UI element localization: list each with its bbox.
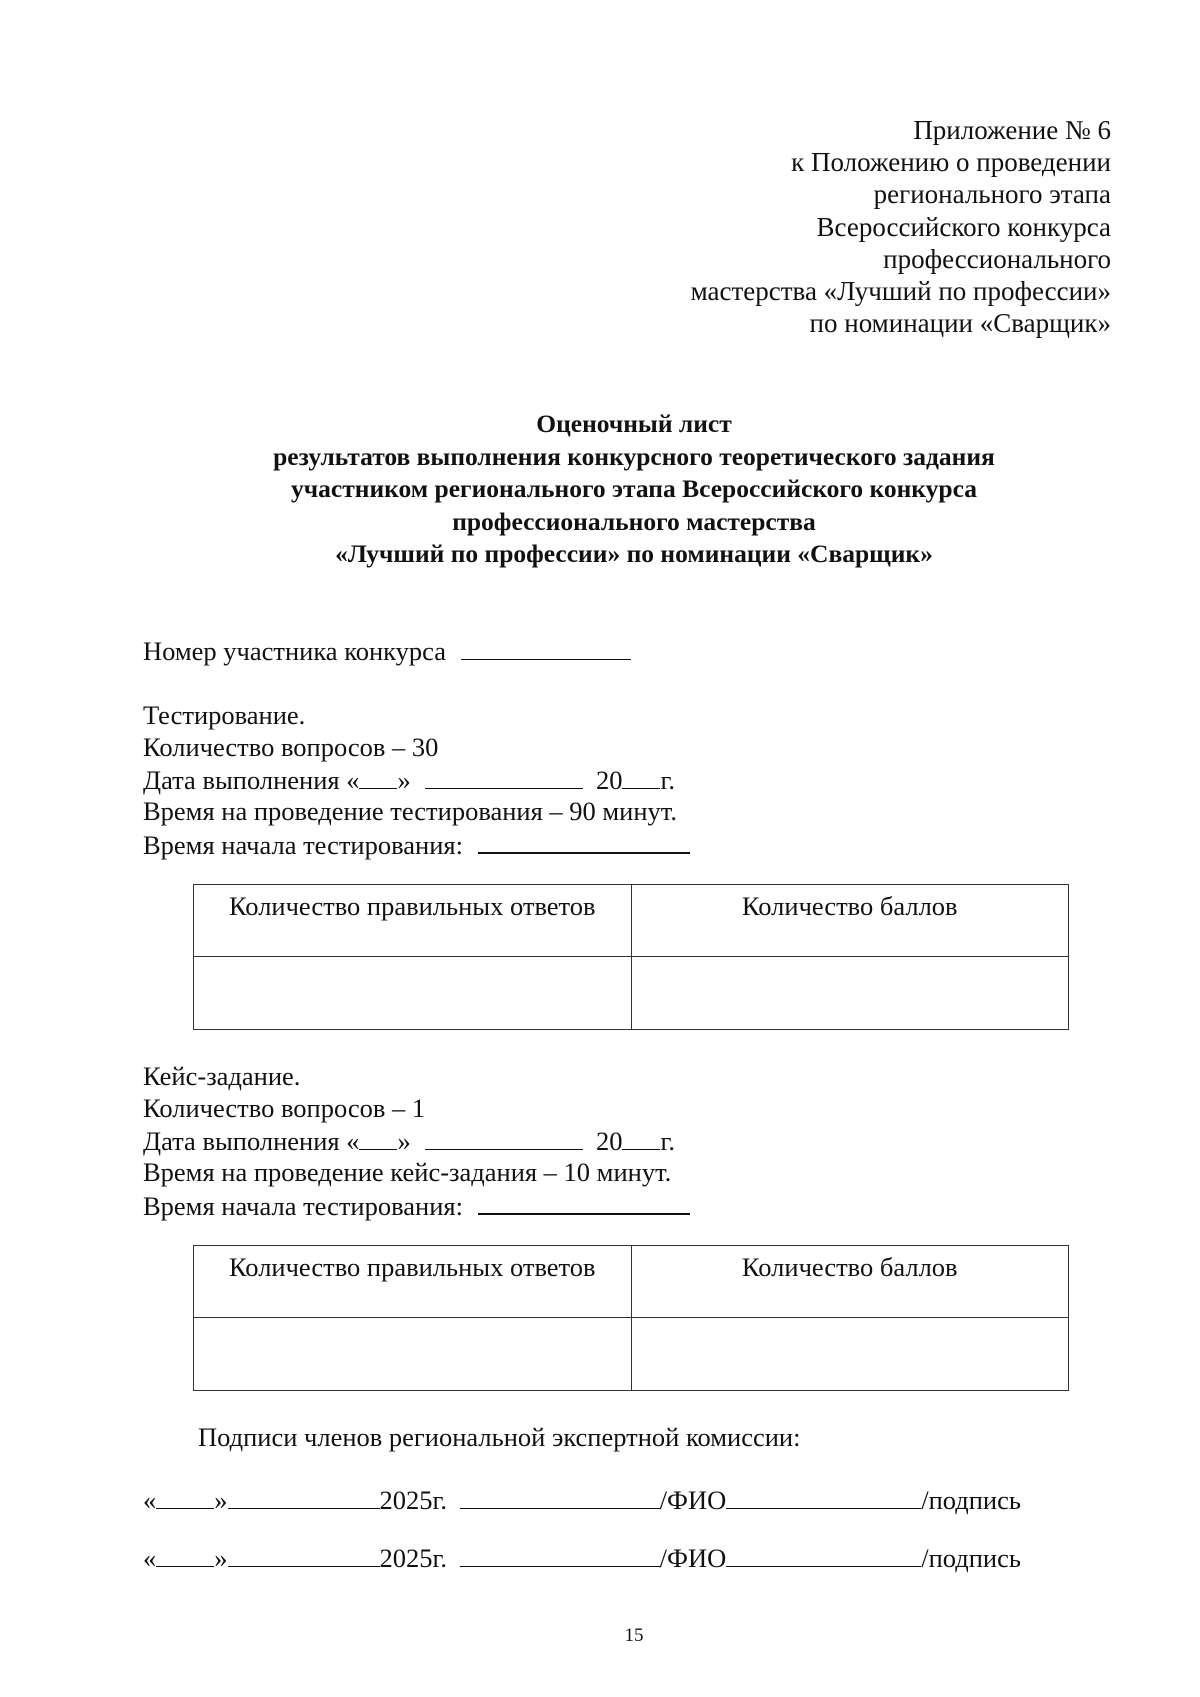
- fio-field[interactable]: [726, 1483, 921, 1509]
- title-line: «Лучший по профессии» по номинации «Сварщик»: [335, 539, 933, 569]
- signature-row: [143, 1483, 1021, 1516]
- date-year-prefix: 20: [595, 1126, 623, 1156]
- sign-label: /подпись: [921, 1543, 1021, 1573]
- correct-answers-header: Количество правильных ответов: [194, 885, 632, 957]
- date-year-field[interactable]: [622, 1124, 660, 1150]
- open-quote: «: [143, 1485, 157, 1515]
- points-header: Количество баллов: [631, 885, 1069, 957]
- case-questions: Количество вопросов – 1: [143, 1093, 426, 1123]
- document-title: [0, 408, 1200, 571]
- start-time-label: Время начала тестирования:: [143, 830, 463, 860]
- date-label: Дата выполнения «: [143, 765, 360, 795]
- open-quote: «: [143, 1543, 157, 1573]
- case-start-row: [143, 1188, 690, 1222]
- appendix-header: [691, 114, 1111, 339]
- start-time-field[interactable]: [478, 1188, 690, 1215]
- signature-year: 2025г.: [379, 1485, 448, 1515]
- start-time-field[interactable]: [478, 827, 690, 854]
- correct-answers-cell[interactable]: [194, 1318, 632, 1391]
- correct-answers-header: Количество правильных ответов: [194, 1246, 632, 1318]
- date-year-field[interactable]: [622, 763, 660, 789]
- title-line: участником регионального этапа Всероссийского конкурса: [291, 474, 977, 504]
- date-year-suffix: г.: [660, 1126, 675, 1156]
- date-day-field[interactable]: [359, 763, 397, 789]
- signature-day-field[interactable]: [156, 1483, 214, 1509]
- sign-label: /подпись: [921, 1485, 1021, 1515]
- title-line: результатов выполнения конкурсного теоретического задания: [273, 441, 995, 471]
- date-quote: »: [397, 1126, 411, 1156]
- testing-start-row: [143, 827, 690, 861]
- appendix-line: мастерства «Лучший по профессии»: [690, 276, 1111, 307]
- participant-number-row: [143, 634, 631, 667]
- signature-extra-field[interactable]: [460, 1483, 660, 1509]
- date-day-field[interactable]: [359, 1124, 397, 1150]
- signatures-heading: Подписи членов региональной экспертной комиссии:: [198, 1422, 801, 1452]
- participant-number-field[interactable]: [461, 634, 631, 660]
- date-label: Дата выполнения «: [143, 1126, 360, 1156]
- appendix-line: Всероссийского конкурса: [816, 211, 1111, 242]
- testing-results-table: [193, 884, 1069, 1030]
- testing-date-row: [143, 763, 675, 796]
- participant-number-label: Номер участника конкурса: [143, 636, 447, 666]
- signature-year: 2025г.: [379, 1543, 448, 1573]
- fio-field[interactable]: [726, 1541, 921, 1567]
- points-cell[interactable]: [631, 1318, 1069, 1391]
- date-month-field[interactable]: [425, 1124, 583, 1150]
- appendix-line: регионального этапа: [873, 179, 1111, 210]
- testing-duration: Время на проведение тестирования – 90 минут.: [143, 796, 678, 826]
- appendix-line: к Положению о проведении: [791, 147, 1111, 178]
- points-header: Количество баллов: [631, 1246, 1069, 1318]
- points-cell[interactable]: [631, 957, 1069, 1030]
- start-time-label: Время начала тестирования:: [143, 1191, 463, 1221]
- fio-label: /ФИО: [659, 1485, 727, 1515]
- appendix-line: Приложение № 6: [913, 115, 1111, 145]
- signature-month-field[interactable]: [228, 1483, 380, 1509]
- case-date-row: [143, 1124, 675, 1157]
- signature-month-field[interactable]: [228, 1541, 380, 1567]
- date-quote: »: [397, 765, 411, 795]
- testing-questions: Количество вопросов – 30: [143, 732, 439, 762]
- case-heading: Кейс-задание.: [143, 1061, 301, 1091]
- correct-answers-cell[interactable]: [194, 957, 632, 1030]
- page-number: 15: [624, 1625, 644, 1646]
- date-year-suffix: г.: [660, 765, 675, 795]
- title-line: Оценочный лист: [536, 409, 732, 438]
- signature-day-field[interactable]: [156, 1541, 214, 1567]
- date-month-field[interactable]: [425, 763, 583, 789]
- case-results-table: [193, 1245, 1069, 1391]
- appendix-line: по номинации «Сварщик»: [809, 308, 1111, 339]
- case-duration: Время на проведение кейс-задания – 10 минут.: [143, 1157, 672, 1187]
- close-quote: »: [214, 1485, 228, 1515]
- fio-label: /ФИО: [659, 1543, 727, 1573]
- title-line: профессионального мастерства: [452, 506, 816, 536]
- date-year-prefix: 20: [595, 765, 623, 795]
- signature-extra-field[interactable]: [460, 1541, 660, 1567]
- appendix-line: профессионального: [883, 243, 1111, 274]
- signature-row: [143, 1541, 1021, 1574]
- testing-heading: Тестирование.: [143, 700, 306, 730]
- close-quote: »: [214, 1543, 228, 1573]
